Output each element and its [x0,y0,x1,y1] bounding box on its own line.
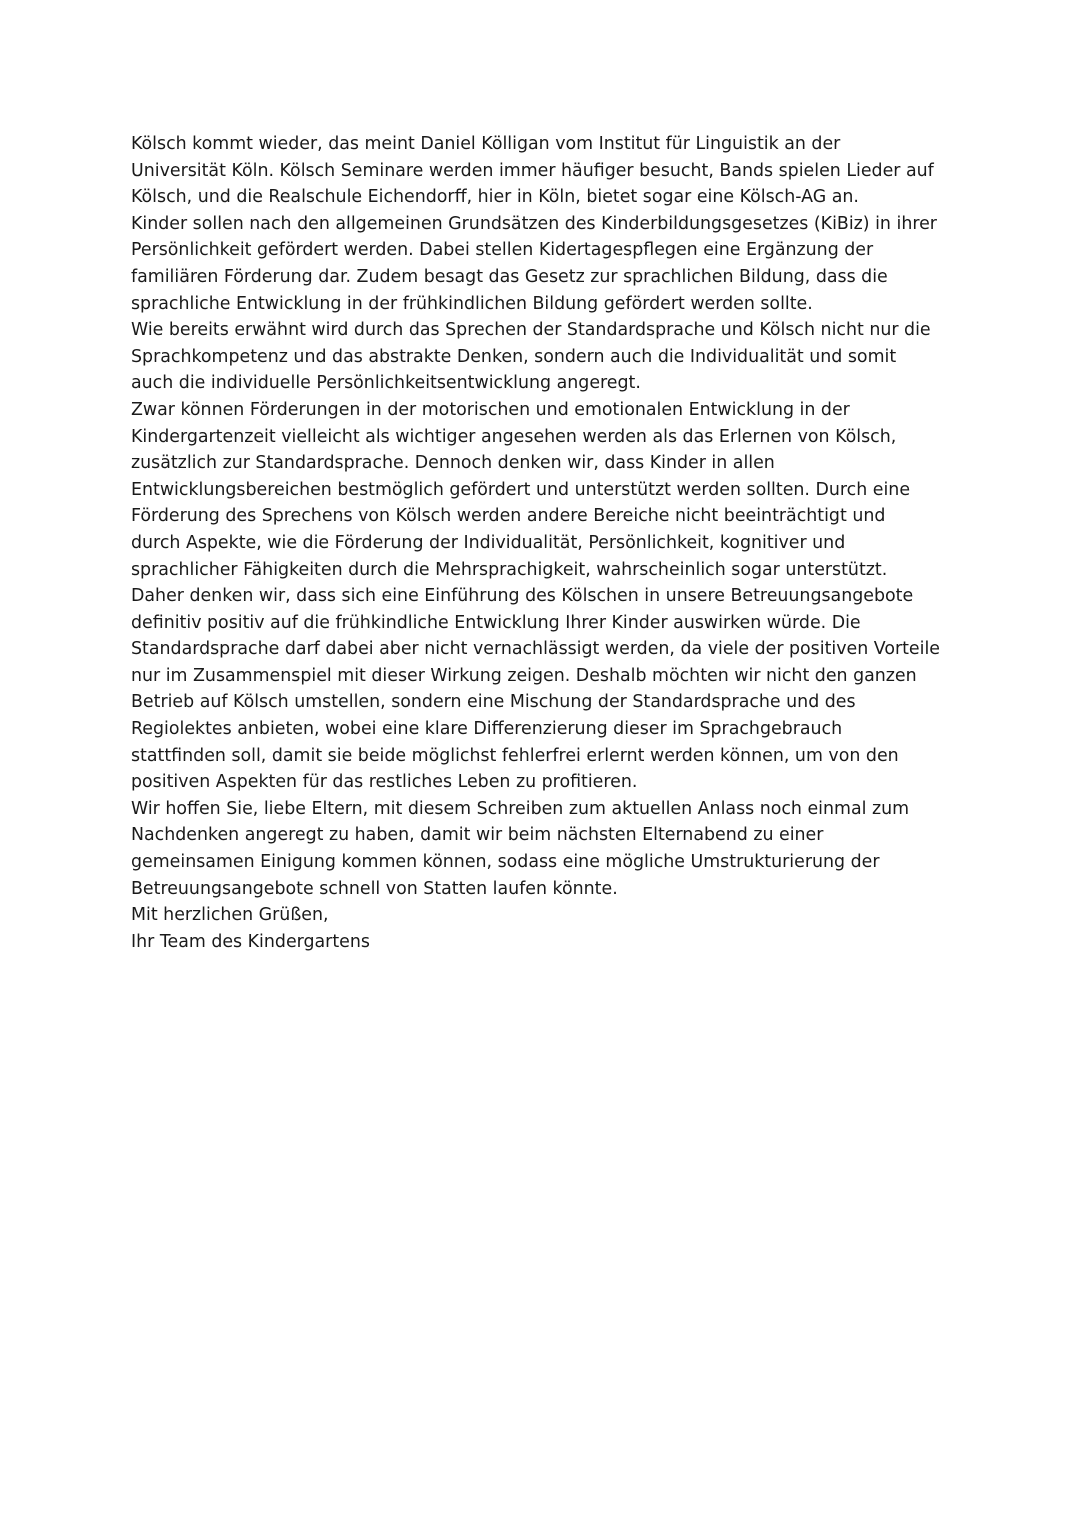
text-line: Daher denken wir, dass sich eine Einführung des Kölschen in unsere Betreuungsangebote [131,586,914,607]
text-line: familiären Förderung dar. Zudem besagt das Gesetz zur sprachlichen Bildung, dass die [131,266,888,287]
text-line: Regiolektes anbieten, wobei eine klare Differenzierung dieser im Sprachgebrauch [131,719,843,740]
text-line: Entwicklungsbereichen bestmöglich gefördert und unterstützt werden sollten. Durch eine [131,479,911,500]
text-line: stattfinden soll, damit sie beide möglichst fehlerfrei erlernt werden können, um von den [131,745,899,766]
text-line: durch Aspekte, wie die Förderung der Individualität, Persönlichkeit, kognitiver und [131,532,846,553]
text-line: Betrieb auf Kölsch umstellen, sondern eine Mischung der Standardsprache und des [131,692,856,713]
signature-line: Ihr Team des Kindergartens [131,931,370,952]
text-line: sprachlicher Fähigkeiten durch die Mehrsprachigkeit, wahrscheinlich sogar unterstützt. [131,559,888,580]
text-line: Kinder sollen nach den allgemeinen Grundsätzen des Kinderbildungsgesetzes (KiBiz) in ihrer [131,213,937,234]
text-line: Kölsch kommt wieder, das meint Daniel Kölligan vom Institut für Linguistik an der [131,134,841,154]
text-line: sprachliche Entwicklung in der frühkindlichen Bildung gefördert werden sollte. [131,293,813,314]
text-line: Kindergartenzeit vielleicht als wichtiger angesehen werden als das Erlernen von Kölsch, [131,426,897,447]
letter-body [131,131,971,955]
text-line: nur im Zusammenspiel mit dieser Wirkung zeigen. Deshalb möchten wir nicht den ganzen [131,665,917,686]
text-line: Betreuungsangebote schnell von Statten laufen könnte. [131,878,618,899]
text-line: Persönlichkeit gefördert werden. Dabei stellen Kidertagespflegen eine Ergänzung der [131,240,874,261]
text-line: Kölsch, und die Realschule Eichendorff, hier in Köln, bietet sogar eine Kölsch-AG an. [131,187,859,208]
closing-line: Mit herzlichen Grüßen, [131,905,329,926]
text-line: zusätzlich zur Standardsprache. Dennoch denken wir, dass Kinder in allen [131,453,775,474]
text-line: auch die individuelle Persönlichkeitsentwicklung angeregt. [131,373,641,394]
text-line: definitiv positiv auf die frühkindliche Entwicklung Ihrer Kinder auswirken würde. Die [131,612,861,633]
text-line: Nachdenken angeregt zu haben, damit wir beim nächsten Elternabend zu einer [131,825,824,846]
text-line: Standardsprache darf dabei aber nicht vernachlässigt werden, da viele der positiven Vorteile [131,639,940,660]
text-line: Zwar können Förderungen in der motorischen und emotionalen Entwicklung in der [131,399,850,420]
text-line: Sprachkompetenz und das abstrakte Denken, sondern auch die Individualität und somit [131,346,897,367]
text-line: Wie bereits erwähnt wird durch das Sprechen der Standardsprache und Kölsch nicht nur die [131,320,931,341]
text-line: Förderung des Sprechens von Kölsch werden andere Bereiche nicht beeinträchtigt und [131,506,886,527]
text-line: Wir hoffen Sie, liebe Eltern, mit diesem Schreiben zum aktuellen Anlass noch einmal zum [131,798,910,819]
text-line: gemeinsamen Einigung kommen können, sodass eine mögliche Umstrukturierung der [131,852,880,873]
text-line: Universität Köln. Kölsch Seminare werden immer häufiger besucht, Bands spielen Lieder auf [131,160,934,181]
text-line: positiven Aspekten für das restliches Leben zu profitieren. [131,772,638,793]
